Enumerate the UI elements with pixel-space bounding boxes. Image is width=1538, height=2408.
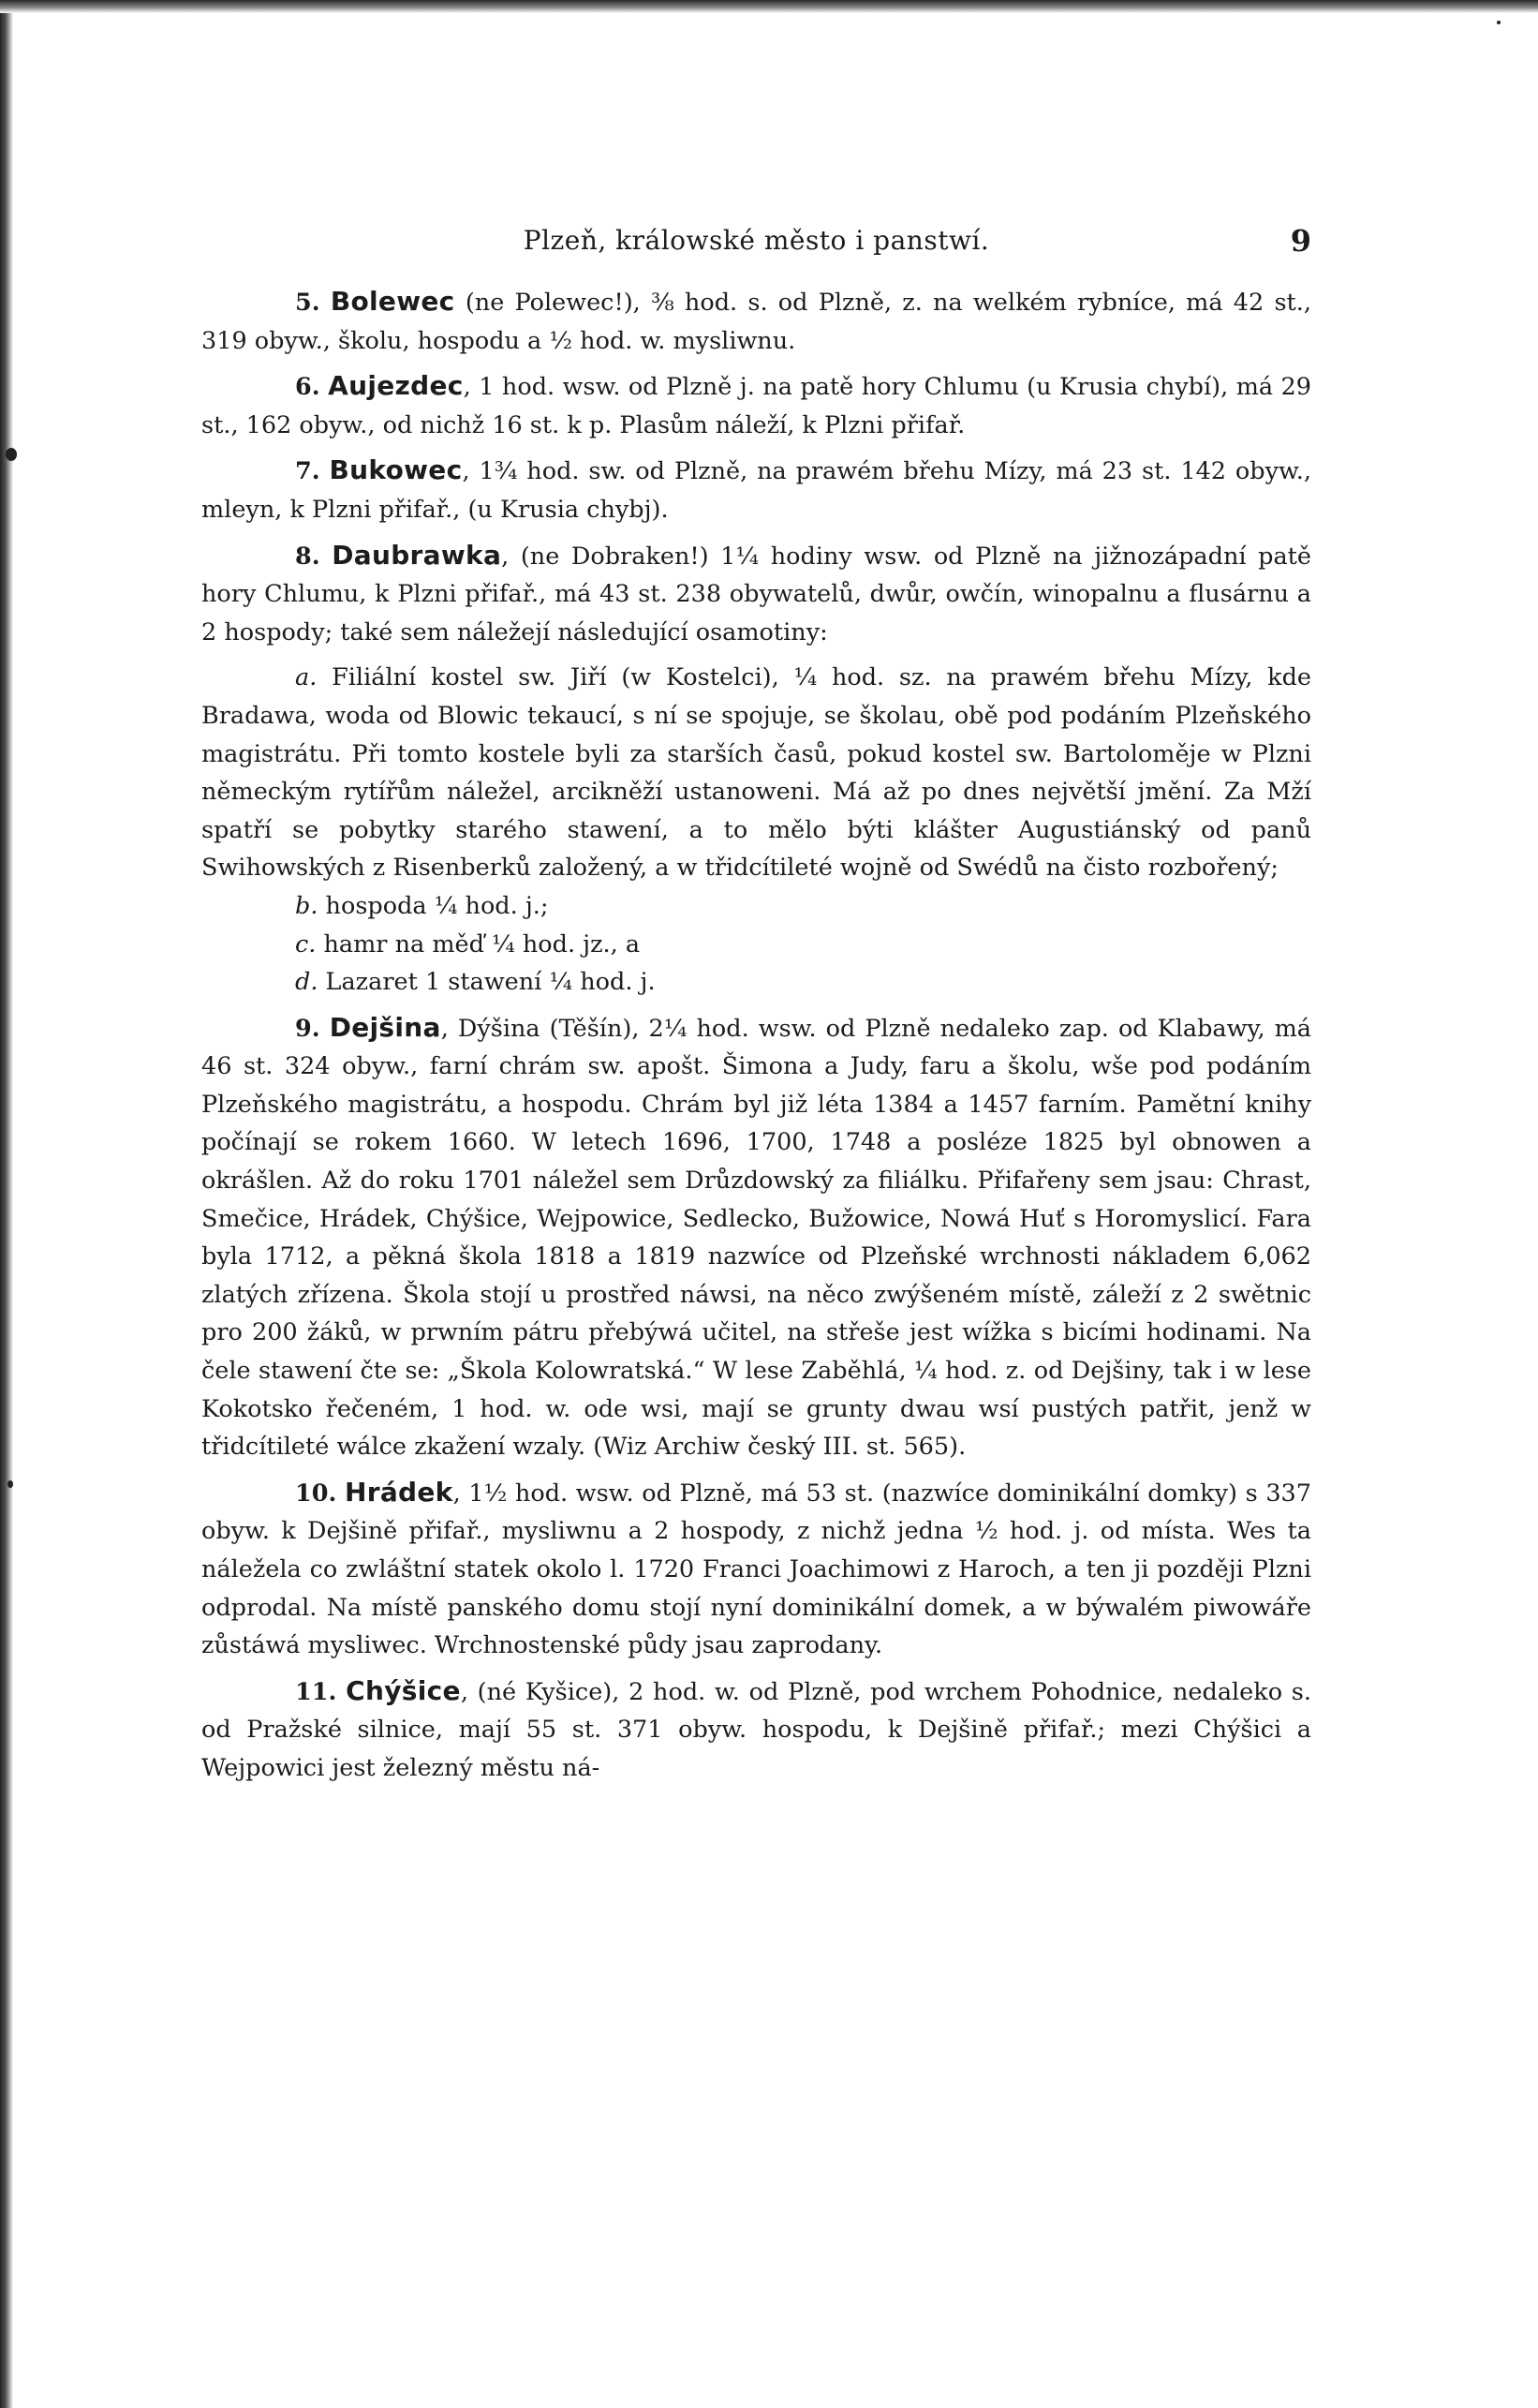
entry-bukowec bbox=[201, 452, 1311, 528]
entry-headword: Chýšice bbox=[346, 1674, 461, 1706]
entry-aujezdec bbox=[201, 367, 1311, 444]
entry-number: 11. bbox=[295, 1677, 337, 1706]
entry-headword: Aujezdec bbox=[328, 370, 464, 402]
entry-text: , (né Kyšice), 2 hod. w. od Plzně, pod wrchem Pohodnice, nedaleko s. od Pražské silnice, mají 55 st. 371 obyw. hospodu, k Dejšině přifař.; mezi Chýšici a Wejpowici jest železný městu ná- bbox=[201, 1677, 1311, 1782]
sub-item-text: Filiální kostel sw. Jiří (w Kostelci), ¼ hod. sz. na prawém břehu Mízy, kde Bradawa, woda od Blowic tekaucí, s ní se spojuje, se školau, obě pod podáním Plzeňského magistrátu. Při tomto kostele byli za starších časů, pokud kostel sw. Bartoloměje w Plzni německým rytířům náležel, arcikněží ustanoweni. Má až po dnes největší jmění. Za Mží spatří se pobytky starého stawení, a to mělo býti klášter Augustiánský od panů Swihowských z Risenberků založený, a w třidcítileté wojně od Swédů na čisto rozbořený; bbox=[201, 663, 1311, 883]
sub-item-text: hamr na měď ¼ hod. jz., a bbox=[316, 929, 641, 959]
page-header bbox=[201, 225, 1311, 262]
entry-daubrawka bbox=[201, 537, 1311, 652]
sub-item-text: Lazaret 1 stawení ¼ hod. j. bbox=[318, 968, 656, 997]
entry-headword: Bolewec bbox=[330, 286, 455, 317]
sub-item-letter: c. bbox=[295, 929, 317, 959]
entry-hradek bbox=[201, 1474, 1311, 1665]
entry-number: 10. bbox=[295, 1479, 337, 1508]
entry-number: 8. bbox=[295, 542, 320, 571]
running-title: Plzeň, králowské město i panstwí. bbox=[523, 225, 990, 256]
entry-number: 9. bbox=[295, 1014, 320, 1043]
body-text bbox=[201, 283, 1311, 1788]
sub-item-c bbox=[201, 926, 1311, 964]
sub-item-letter: d. bbox=[295, 968, 318, 997]
sub-item-b bbox=[201, 887, 1311, 926]
entry-text: , 1¾ hod. sw. od Plzně, na prawém břehu Mízy, má 23 st. 142 obyw., mleyn, k Plzni přifař., (u Krusia chybj). bbox=[201, 457, 1311, 524]
entry-headword: Daubrawka bbox=[332, 539, 502, 571]
entry-chysice bbox=[201, 1672, 1311, 1788]
scan-left-edge bbox=[0, 0, 13, 2408]
scan-top-edge bbox=[0, 0, 1538, 13]
scan-mark bbox=[6, 448, 17, 461]
entry-number: 7. bbox=[295, 457, 320, 486]
entry-text: , (ne Dobraken!) 1¼ hodiny wsw. od Plzně na jižnozápadní patě hory Chlumu, k Plzni přifař., má 43 st. 238 obywatelů, dwůr, owčín, winopalnu a flusárnu a 2 hospody; také sem náležejí následující osamotiny: bbox=[201, 542, 1311, 647]
entry-number: 6. bbox=[295, 373, 320, 402]
entry-headword: Dejšina bbox=[329, 1011, 441, 1043]
scan-mark bbox=[7, 1480, 13, 1488]
sub-item-d bbox=[201, 963, 1311, 1002]
entry-text: , Dýšina (Těšín), 2¼ hod. wsw. od Plzně nedaleko zap. od Klabawy, má 46 st. 324 obyw., farní chrám sw. apošt. Šimona a Judy, faru a školu, wše pod podáním Plzeňského magistrátu, a hospodu. Chrám byl již léta 1384 a 1457 farním. Pamětní knihy počínají se rokem 1660. W letech 1696, 1700, 1748 a posléze 1825 byl obnowen a okrášlen. Až do roku 1701 náležel sem Drůzdowský za filiálku. Přifařeny sem jsau: Chrast, Smečice, Hrádek, Chýšice, Wejpowice, Sedlecko, Bužowice, Nowá Huť s Horomyslicí. Fara byla 1712, a pěkná škola 1818 a 1819 nazwíce od Plzeňské wrchnosti nákladem 6,062 zlatých zřízena. Škola stojí u prostřed náwsi, na něco zwýšeném místě, záleží z 2 swětnic pro 200 žáků, w prwním pátru přebýwá učitel, na střeše jest wížka s bicími hodinami. Na čele stawení čte se: „Škola Kolowratská.“ W lese Zaběhlá, ¼ hod. z. od Dejšiny, tak i w lese Kokotsko řečeném, 1 hod. w. ode wsi, mají se grunty dwau wsí pustých patřit, jenž w třidcítileté wálce zkažení wzaly. (Wiz Archiw český III. st. 565). bbox=[201, 1014, 1311, 1462]
entry-number: 5. bbox=[295, 289, 320, 317]
entry-headword: Hrádek bbox=[345, 1476, 453, 1508]
entry-bolewec bbox=[201, 283, 1311, 360]
sub-item-a bbox=[201, 659, 1311, 887]
entry-dejsina bbox=[201, 1009, 1311, 1466]
entry-text: , 1 hod. wsw. od Plzně j. na patě hory Chlumu (u Krusia chybí), má 29 st., 162 obyw., od nichž 16 st. k p. Plasům náleží, k Plzni přifař. bbox=[201, 373, 1311, 439]
sub-item-letter: a. bbox=[295, 663, 318, 692]
entry-text: (ne Polewec!), ⅜ hod. s. od Plzně, z. na welkém rybníce, má 42 st., 319 obyw., školu, hospodu a ½ hod. w. mysliwnu. bbox=[201, 289, 1311, 355]
entry-headword: Bukowec bbox=[329, 454, 463, 486]
sub-item-text: hospoda ¼ hod. j.; bbox=[318, 891, 549, 920]
scan-mark bbox=[1497, 21, 1501, 24]
sub-item-letter: b. bbox=[295, 891, 318, 920]
entry-text: , 1½ hod. wsw. od Plzně, má 53 st. (nazwíce dominikální domky) s 337 obyw. k Dejšině přifař., mysliwnu a 2 hospody, z nichž jedna ½ hod. j. od místa. Wes ta náležela co zwláštní statek okolo l. 1720 Franci Joachimowi z Haroch, a ten ji později Plzni odprodal. Na místě panského domu stojí nyní dominikální domek, a w býwalém piwowáře zůstáwá mysliwec. Wrchnostenské půdy jsau zaprodany. bbox=[201, 1479, 1311, 1660]
page-number: 9 bbox=[1290, 223, 1311, 259]
